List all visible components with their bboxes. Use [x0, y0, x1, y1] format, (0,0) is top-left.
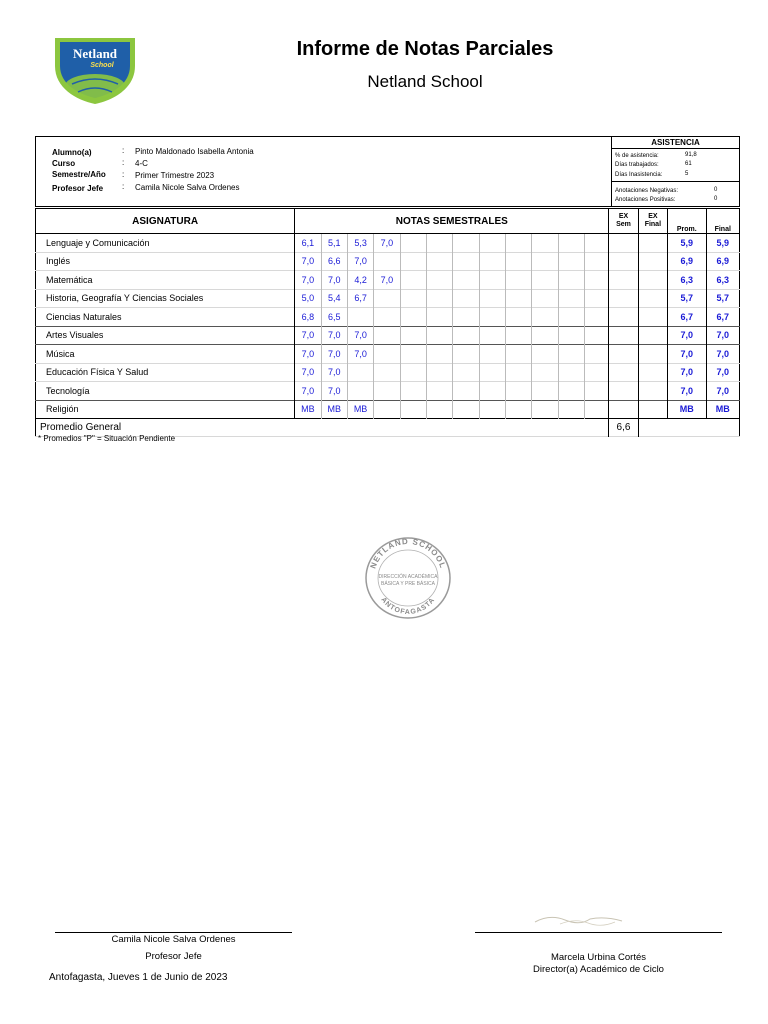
grade-cell: 7,0	[374, 234, 400, 253]
grade-cell	[400, 363, 426, 382]
attendance-label: Días trabajados:	[615, 162, 659, 168]
header-asignatura: ASIGNATURA	[36, 209, 295, 234]
grade-cell: 6,1	[295, 234, 321, 253]
grade-cell: 7,0	[295, 345, 321, 364]
director-role: Director(a) Académico de Ciclo	[533, 964, 664, 975]
grade-cell: 7,0	[321, 345, 347, 364]
subject-name: Ciencias Naturales	[36, 308, 295, 327]
school-stamp	[362, 534, 454, 620]
ex-final-cell	[638, 345, 667, 364]
grade-cell: 7,0	[295, 382, 321, 401]
header-ex-sem-1: EX	[618, 213, 629, 220]
grade-cell	[479, 326, 505, 345]
grade-cell	[400, 252, 426, 271]
ex-sem-cell	[609, 308, 638, 327]
ex-sem-cell	[609, 234, 638, 253]
grade-cell	[374, 400, 400, 419]
grade-cell	[347, 363, 373, 382]
ex-sem-cell	[609, 289, 638, 308]
table-row	[36, 382, 740, 401]
grade-cell	[558, 252, 584, 271]
subject-name: Religión	[36, 400, 295, 419]
notes-positive-value: 0	[714, 196, 718, 202]
ex-sem-cell	[609, 326, 638, 345]
grade-cell	[400, 382, 426, 401]
grade-cell: 7,0	[295, 363, 321, 382]
attendance-divider	[612, 148, 739, 149]
grade-cell	[400, 234, 426, 253]
attendance-value: 61	[685, 161, 692, 167]
value-alumno: Pinto Maldonado Isabella Antonia	[135, 147, 254, 156]
table-row	[36, 271, 740, 290]
grade-cell	[453, 252, 479, 271]
colon: :	[122, 146, 125, 155]
grade-cell	[532, 345, 558, 364]
grade-cell	[374, 382, 400, 401]
attendance-value: 91,8	[685, 152, 697, 158]
final-cell: 7,0	[716, 348, 730, 359]
grade-cell	[479, 363, 505, 382]
grade-cell: 7,0	[321, 382, 347, 401]
grade-cell	[479, 382, 505, 401]
ex-final-cell	[638, 271, 667, 290]
grade-cell	[584, 400, 608, 419]
grade-cell: 7,0	[347, 252, 373, 271]
grade-cell: MB	[295, 400, 321, 419]
table-row	[36, 308, 740, 327]
grade-cell	[532, 326, 558, 345]
average-cell: 7,0	[668, 326, 706, 345]
grade-cell	[453, 363, 479, 382]
grade-cell: 7,0	[295, 271, 321, 290]
grade-cell	[558, 308, 584, 327]
ex-final-cell	[638, 234, 667, 253]
grade-cell	[479, 345, 505, 364]
grade-cell: 7,0	[347, 345, 373, 364]
grade-cell	[400, 289, 426, 308]
grade-cell	[532, 271, 558, 290]
grade-cell	[505, 400, 531, 419]
grade-cell: 5,0	[295, 289, 321, 308]
general-average-label: Promedio General	[36, 419, 609, 437]
grade-cell: MB	[321, 400, 347, 419]
signature-line-right	[475, 932, 722, 933]
subject-name: Artes Visuales	[36, 326, 295, 345]
value-semestre: Primer Trimestre 2023	[135, 171, 215, 180]
average-cell: 6,9	[668, 252, 706, 271]
grade-cell	[532, 363, 558, 382]
grade-cell: 7,0	[321, 363, 347, 382]
attendance-value: 5	[685, 171, 689, 177]
grade-cell	[505, 345, 531, 364]
grade-cell	[453, 382, 479, 401]
grade-cell	[426, 234, 452, 253]
ex-final-cell	[638, 363, 667, 382]
average-cell: 5,9	[668, 234, 706, 253]
grade-cell	[453, 289, 479, 308]
grade-cell	[505, 326, 531, 345]
grade-cell: 5,3	[347, 234, 373, 253]
grade-cell	[505, 382, 531, 401]
average-cell: 7,0	[668, 345, 706, 364]
grade-cell	[584, 382, 608, 401]
average-cell: MB	[668, 400, 706, 419]
final-cell: 5,7	[716, 293, 730, 304]
grade-cell	[532, 308, 558, 327]
colon: :	[122, 182, 125, 191]
value-curso: 4-C	[135, 159, 148, 168]
grade-cell	[505, 234, 531, 253]
average-cell: 7,0	[668, 382, 706, 401]
grade-cell	[374, 252, 400, 271]
subject-name: Música	[36, 345, 295, 364]
grade-cell: 6,6	[321, 252, 347, 271]
subject-name: Matemática	[36, 271, 295, 290]
grade-cell	[505, 289, 531, 308]
table-row	[36, 252, 740, 271]
grade-cell	[558, 400, 584, 419]
grade-cell	[453, 345, 479, 364]
grade-cell	[479, 252, 505, 271]
grade-cell	[584, 308, 608, 327]
final-cell: 5,9	[716, 237, 730, 248]
header-ex-final-1: EX	[648, 213, 658, 220]
header-ex-sem	[609, 209, 638, 234]
director-name: Marcela Urbina Cortés	[550, 952, 647, 963]
grade-cell	[426, 400, 452, 419]
header-ex-final-2: Final	[644, 221, 662, 228]
grade-cell: 6,8	[295, 308, 321, 327]
grade-cell: 6,5	[321, 308, 347, 327]
grade-cell: 7,0	[321, 271, 347, 290]
notes-positive-label: Anotaciones Positivas:	[615, 197, 676, 203]
grade-cell	[584, 363, 608, 382]
signature-scribble	[530, 910, 630, 930]
attendance-divider	[612, 181, 739, 182]
grade-cell	[558, 345, 584, 364]
label-curso: Curso	[52, 159, 76, 168]
grade-cell	[400, 326, 426, 345]
grade-cell	[584, 326, 608, 345]
grade-cell	[532, 400, 558, 419]
header-final: Final	[706, 209, 739, 234]
grade-cell	[374, 308, 400, 327]
grade-cell: 7,0	[295, 252, 321, 271]
attendance-label: % de asistencia:	[615, 153, 659, 159]
grade-cell	[453, 326, 479, 345]
grade-cell	[584, 345, 608, 364]
table-row	[36, 345, 740, 364]
colon: :	[122, 158, 125, 167]
ex-sem-cell	[609, 363, 638, 382]
ex-final-cell	[638, 400, 667, 419]
grade-cell	[558, 363, 584, 382]
report-title: Informe de Notas Parciales	[296, 38, 554, 60]
grade-cell	[479, 400, 505, 419]
grade-cell	[505, 252, 531, 271]
grade-cell	[426, 363, 452, 382]
grade-cell	[505, 271, 531, 290]
grade-cell	[479, 234, 505, 253]
grade-cell	[505, 308, 531, 327]
signature-line-left	[55, 932, 292, 933]
average-cell: 6,7	[668, 308, 706, 327]
grade-cell: 6,7	[347, 289, 373, 308]
grade-cell	[584, 234, 608, 253]
attendance-title: ASISTENCIA	[651, 138, 700, 147]
stamp-top-text: NETLAND SCHOOL	[368, 536, 448, 570]
stamp-bottom-text: ANTOFAGASTA	[379, 596, 437, 617]
grade-cell	[374, 289, 400, 308]
grade-cell	[374, 345, 400, 364]
ex-sem-cell	[609, 382, 638, 401]
ex-final-cell	[638, 326, 667, 345]
grade-cell	[374, 363, 400, 382]
ex-sem-cell	[609, 271, 638, 290]
ex-final-cell	[638, 382, 667, 401]
average-cell: 6,3	[668, 271, 706, 290]
ex-final-cell	[638, 289, 667, 308]
grade-cell	[584, 271, 608, 290]
empty-cell	[638, 419, 739, 437]
grades-table	[35, 208, 740, 437]
table-row	[36, 400, 740, 419]
grade-cell	[532, 289, 558, 308]
stamp-line-3: BÁSICA Y PRE BÁSICA	[380, 581, 436, 587]
grade-cell	[426, 289, 452, 308]
label-profesor: Profesor Jefe	[52, 184, 104, 193]
table-row	[36, 289, 740, 308]
grade-cell	[426, 382, 452, 401]
grade-cell	[347, 308, 373, 327]
header-ex-sem-2: Sem	[616, 221, 631, 228]
attendance-label: Días Inasistencia:	[615, 172, 663, 178]
ex-sem-cell	[609, 345, 638, 364]
grade-cell	[400, 345, 426, 364]
logo-text-school: School	[90, 62, 114, 69]
grade-cell: 7,0	[295, 326, 321, 345]
grade-cell	[400, 308, 426, 327]
grade-cell	[479, 289, 505, 308]
final-cell: MB	[715, 404, 730, 415]
school-name: Netland School	[367, 72, 483, 91]
grade-cell	[426, 308, 452, 327]
grade-cell	[426, 345, 452, 364]
ex-sem-cell	[609, 252, 638, 271]
grade-cell	[374, 326, 400, 345]
colon: :	[122, 170, 125, 179]
grade-cell	[558, 234, 584, 253]
grade-cell	[400, 271, 426, 290]
grade-cell	[426, 252, 452, 271]
teacher-role: Profesor Jefe	[145, 951, 202, 962]
grade-cell	[453, 308, 479, 327]
header-prom: Prom.	[668, 209, 706, 234]
grade-cell	[453, 400, 479, 419]
grade-cell	[505, 363, 531, 382]
grade-cell	[584, 289, 608, 308]
grade-cell: 7,0	[321, 326, 347, 345]
grade-cell: 5,4	[321, 289, 347, 308]
subject-name: Lenguaje y Comunicación	[36, 234, 295, 253]
ex-final-cell	[638, 252, 667, 271]
average-cell: 7,0	[668, 363, 706, 382]
grade-cell: MB	[347, 400, 373, 419]
average-cell: 5,7	[668, 289, 706, 308]
grade-cell	[479, 271, 505, 290]
grade-cell	[584, 252, 608, 271]
subject-name: Inglés	[36, 252, 295, 271]
grade-cell	[453, 234, 479, 253]
grade-cell: 7,0	[374, 271, 400, 290]
grade-cell	[426, 271, 452, 290]
subject-name: Tecnología	[36, 382, 295, 401]
header-notas: NOTAS SEMESTRALES	[295, 209, 609, 234]
logo-text-netland: Netland	[72, 46, 118, 61]
place-date: Antofagasta, Jueves 1 de Junio de 2023	[49, 972, 228, 983]
footnote: * Promedios "P" = Situación Pendiente	[38, 434, 176, 443]
final-cell: 7,0	[716, 385, 730, 396]
ex-final-cell	[638, 308, 667, 327]
grade-cell	[558, 271, 584, 290]
grade-cell	[426, 326, 452, 345]
stamp-line-2: DIRECCIÓN ACADÉMICA	[378, 574, 438, 580]
svg-text:NETLAND SCHOOL	[368, 537, 447, 570]
grade-cell: 7,0	[347, 326, 373, 345]
general-average-value: 6,6	[609, 419, 638, 437]
subject-name: Historia, Geografía Y Ciencias Sociales	[36, 289, 295, 308]
teacher-name: Camila Nicole Salva Ordenes	[111, 934, 236, 945]
grade-cell	[532, 252, 558, 271]
header-ex-final	[638, 209, 667, 234]
grade-cell	[453, 271, 479, 290]
label-semestre: Semestre/Año	[52, 170, 106, 179]
grade-cell: 5,1	[321, 234, 347, 253]
value-profesor: Camila Nicole Salva Ordenes	[135, 183, 240, 192]
school-logo	[52, 36, 138, 106]
grade-cell	[558, 326, 584, 345]
table-row	[36, 326, 740, 345]
final-cell: 6,3	[716, 274, 730, 285]
grade-cell	[532, 382, 558, 401]
notes-negative-value: 0	[714, 187, 718, 193]
grade-cell	[558, 289, 584, 308]
grade-cell	[532, 234, 558, 253]
grade-cell	[479, 308, 505, 327]
table-row	[36, 363, 740, 382]
grade-cell: 4,2	[347, 271, 373, 290]
final-cell: 6,9	[716, 256, 730, 267]
grade-cell	[558, 382, 584, 401]
subject-name: Educación Física Y Salud	[36, 363, 295, 382]
final-cell: 7,0	[716, 330, 730, 341]
table-row	[36, 234, 740, 253]
label-alumno: Alumno(a)	[52, 148, 92, 157]
final-cell: 7,0	[716, 367, 730, 378]
grade-cell	[347, 382, 373, 401]
ex-sem-cell	[609, 400, 638, 419]
final-cell: 6,7	[716, 311, 730, 322]
grade-cell	[400, 400, 426, 419]
notes-negative-label: Anotaciones Negativas:	[615, 188, 679, 194]
